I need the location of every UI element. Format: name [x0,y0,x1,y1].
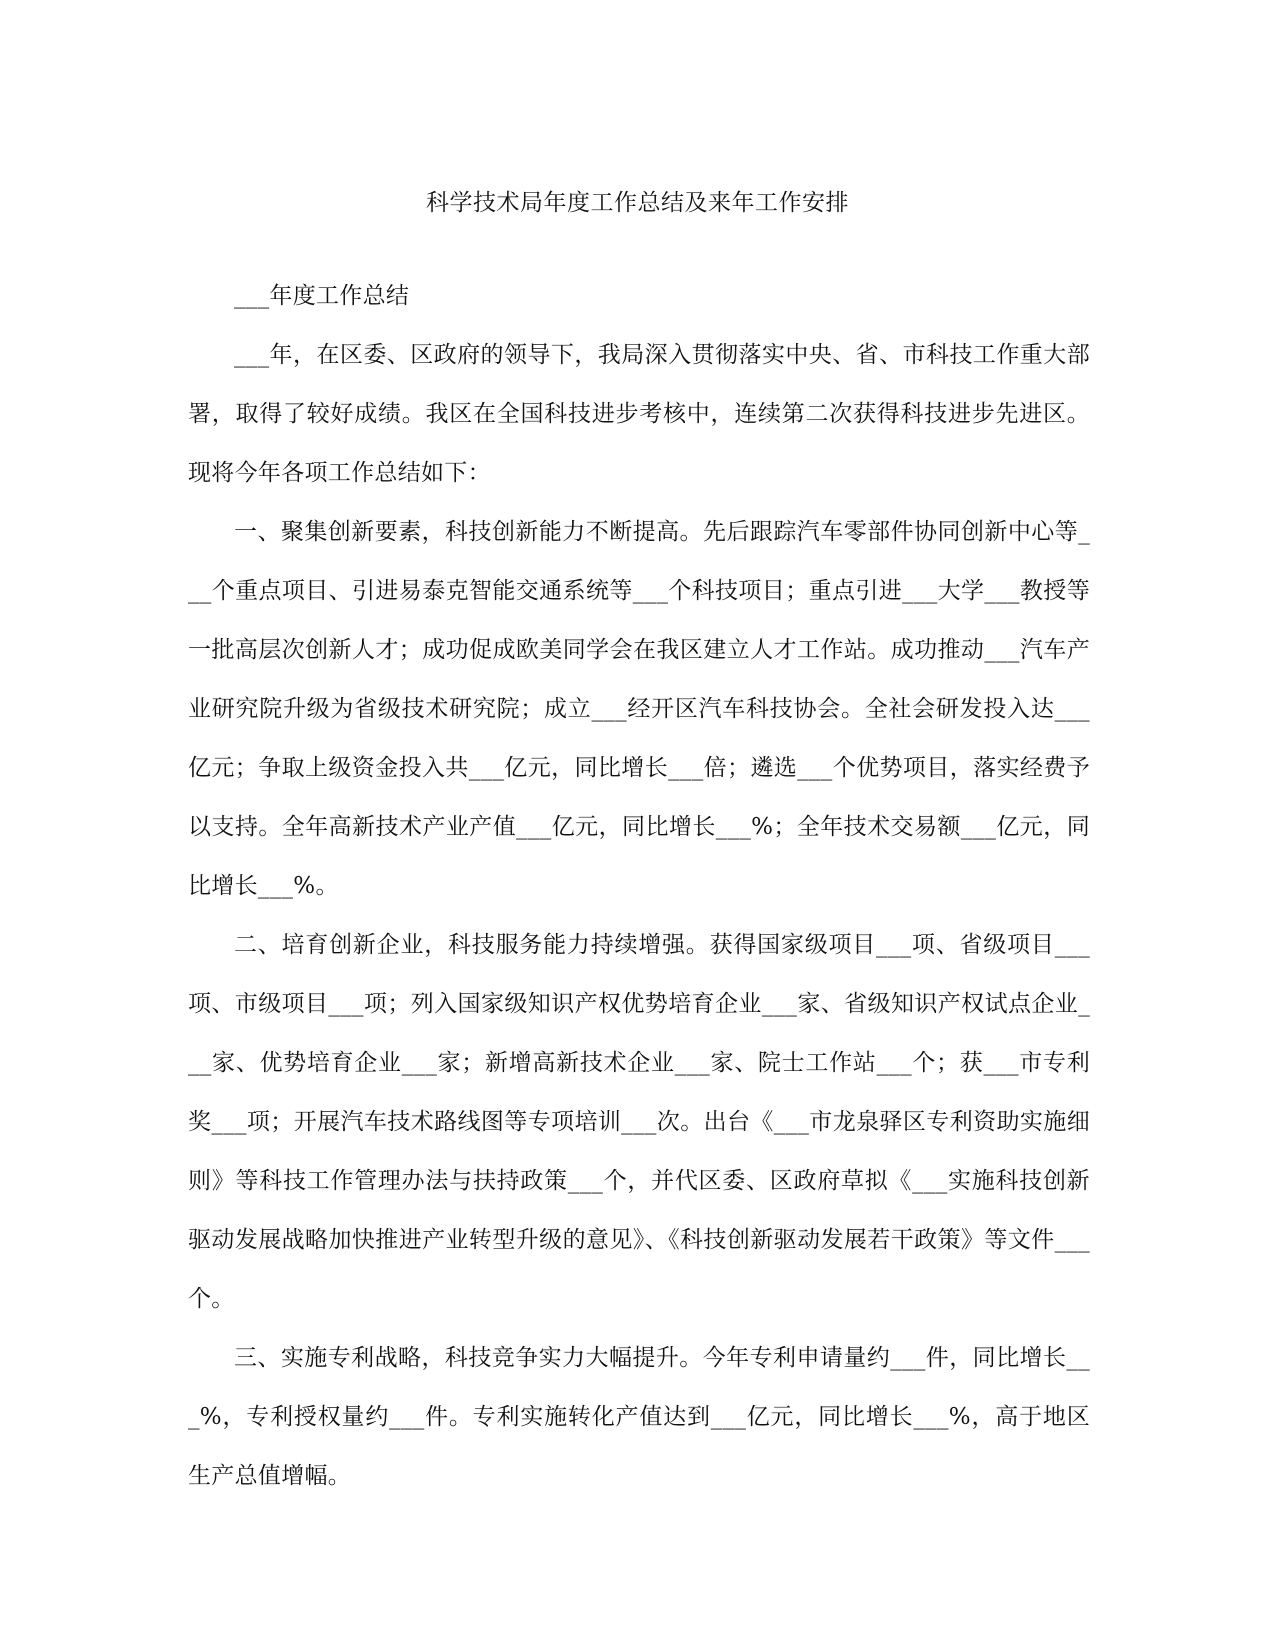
document-body [188,267,1090,1506]
paragraph-innovation-elements: 一、聚集创新要素，科技创新能力不断提高。先后跟踪汽车零部件协同创新中心等___个重点项目、引进易泰克智能交通系统等___个科技项目；重点引进___大学___教授等一批高层次创新人才；成功促成欧美同学会在我区建立人才工作站。成功推动___汽车产业研究院升级为省级技术研究院；成立___经开区汽车科技协会。全社会研发投入达___亿元；争取上级资金投入共___亿元，同比增长___倍；遴选___个优势项目，落实经费予以支持。全年高新技术产业产值___亿元，同比增长___%；全年技术交易额___亿元，同比增长___%。 [188,519,1090,899]
paragraph-patent-strategy: 三、实施专利战略，科技竞争实力大幅提升。今年专利申请量约___件，同比增长___%，专利授权量约___件。专利实施转化产值达到___亿元，同比增长___%，高于地区生产总值增幅。 [188,1345,1090,1489]
document-title: 科学技术局年度工作总结及来年工作安排 [426,190,849,216]
paragraph-innovation-enterprises: 二、培育创新企业，科技服务能力持续增强。获得国家级项目___项、省级项目___项、市级项目___项；列入国家级知识产权优势培育企业___家、省级知识产权试点企业___家、优势培育企业___家；新增高新技术企业___家、院士工作站___个；获___市专利奖___项；开展汽车技术路线图等专项培训___次。出台《___市龙泉驿区专利资助实施细则》等科技工作管理办法与扶持政策___个，并代区委、区政府草拟《___实施科技创新驱动发展战略加快推进产业转型升级的意见》、《科技创新驱动发展若干政策》等文件___个。 [188,932,1090,1312]
paragraph-intro: ___年，在区委、区政府的领导下，我局深入贯彻落实中央、省、市科技工作重大部署，取得了较好成绩。我区在全国科技进步考核中，连续第二次获得科技进步先进区。现将今年各项工作总结如下： [188,342,1090,486]
section-heading-annual-summary: ___年度工作总结 [234,283,410,309]
